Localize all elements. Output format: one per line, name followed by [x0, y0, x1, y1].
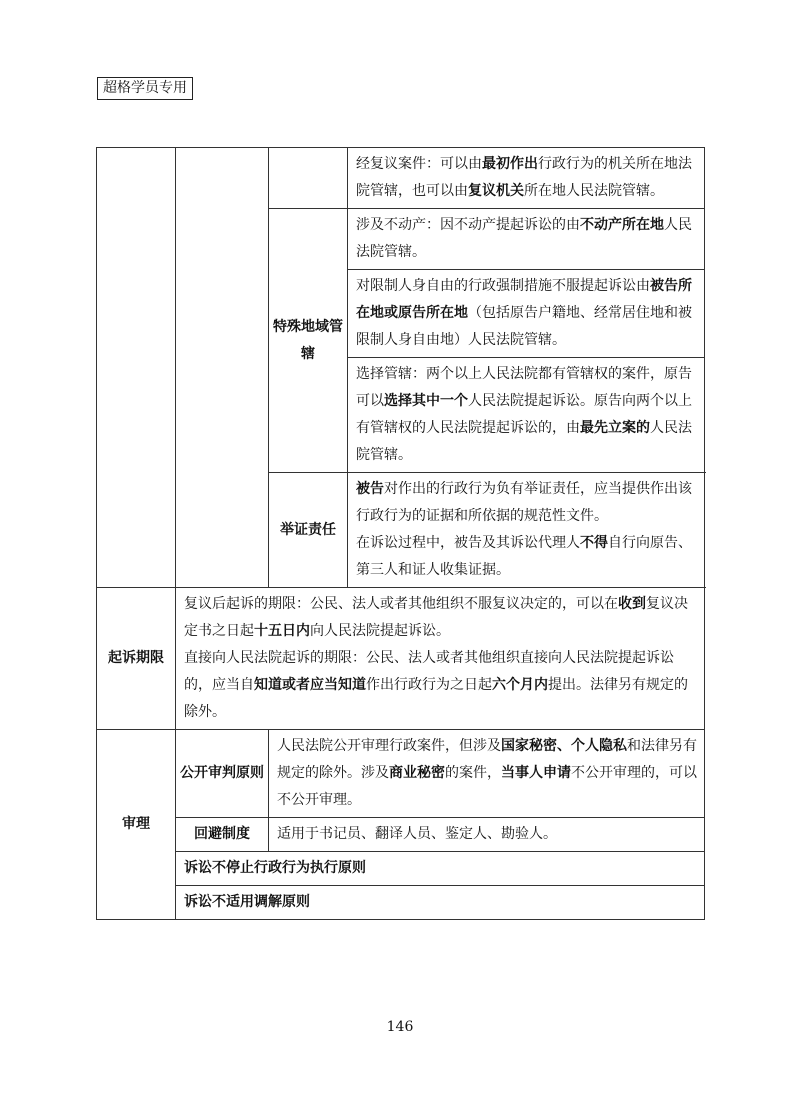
bold-text-segment: 十五日内 [254, 623, 310, 639]
text-segment: 复议决定书之日起 [184, 596, 688, 639]
special-venue-label: 特殊地域管辖 [269, 209, 348, 473]
text-segment: 人民法院管辖。 [356, 217, 692, 260]
burden-para-2 [356, 530, 698, 584]
bold-text-segment: 不动产所在地 [580, 217, 664, 233]
bold-text-segment: 六个月内 [492, 677, 548, 693]
burden-para-1 [356, 476, 698, 530]
administrative-litigation-table [96, 147, 705, 920]
principle-no-suspension: 诉讼不停止行政行为执行原则 [176, 852, 705, 886]
table-row [97, 148, 705, 209]
text-segment: 行政行为的机关所在地法院管辖，也可以由 [356, 156, 692, 199]
burden-of-proof-label: 举证责任 [269, 473, 348, 588]
topic-cell-empty [97, 148, 176, 588]
text-segment: 所在地人民法院管辖。 [524, 183, 664, 199]
text-segment: 的案件， [445, 765, 501, 781]
personal-freedom-text [348, 270, 705, 358]
limitation-text [176, 588, 705, 730]
text-segment: 人民法院管辖。 [356, 420, 692, 463]
table-row [97, 818, 705, 852]
bold-text-segment: 不得 [580, 535, 608, 551]
bold-text-segment: 收到 [618, 596, 646, 612]
student-only-tag: 超格学员专用 [97, 77, 193, 100]
table-row [97, 588, 705, 730]
bold-text-segment: 最初作出 [482, 156, 538, 172]
text-segment: 作出行政行为之日起 [366, 677, 492, 693]
burden-of-proof-text [348, 473, 705, 588]
limitation-para-2 [184, 645, 698, 726]
principle-no-mediation: 诉讼不适用调解原则 [176, 886, 705, 920]
bold-text-segment: 选择其中一个 [384, 393, 468, 409]
review-case-text [348, 148, 705, 209]
real-estate-text [348, 209, 705, 270]
bold-text-segment: 商业秘密 [389, 765, 445, 781]
recusal-text: 适用于书记员、翻译人员、鉴定人、勘验人。 [269, 818, 705, 852]
table-row [97, 852, 705, 886]
text-segment: 自行向原告、第三人和证人收集证据。 [356, 535, 692, 578]
public-trial-label: 公开审判原则 [176, 730, 269, 818]
public-trial-text [269, 730, 705, 818]
text-segment: 向人民法院提起诉讼。 [310, 623, 450, 639]
trial-label: 审理 [97, 730, 176, 920]
table-row [97, 886, 705, 920]
text-segment: 对作出的行政行为负有举证责任，应当提供作出该行政行为的证据和所依据的规范性文件。 [356, 481, 692, 524]
text-segment: 不公开审理的，可以不公开审理。 [277, 765, 697, 808]
limitation-para-1 [184, 591, 698, 645]
text-segment: 涉及不动产：因不动产提起诉讼的由 [356, 217, 580, 233]
text-segment: 复议后起诉的期限：公民、法人或者其他组织不服复议决定的，可以在 [184, 596, 618, 612]
bold-text-segment: 被告 [356, 481, 384, 497]
text-segment: 选择管辖：两个以上人民法院都有管辖权的案件，原告可以 [356, 366, 692, 409]
law-table-wrapper [96, 147, 704, 920]
page-number: 146 [386, 1019, 414, 1035]
selective-venue-text [348, 358, 705, 473]
text-segment: 在诉讼过程中，被告及其诉讼代理人 [356, 535, 580, 551]
recusal-label: 回避制度 [176, 818, 269, 852]
bold-text-segment: 最先立案的 [580, 420, 650, 436]
category-cell-empty [176, 148, 269, 588]
bold-text-segment: 被告所在地或原告所在地 [356, 278, 692, 321]
subcategory-cell-empty [269, 148, 348, 209]
bold-text-segment: 当事人申请 [501, 765, 571, 781]
table-row [97, 730, 705, 818]
bold-text-segment: 复议机关 [468, 183, 524, 199]
text-segment: 经复议案件：可以由 [356, 156, 482, 172]
bold-text-segment: 知道或者应当知道 [254, 677, 366, 693]
text-segment: 人民法院公开审理行政案件，但涉及 [277, 738, 501, 754]
text-segment: 直接向人民法院起诉的期限：公民、法人或者其他组织直接向人民法院提起诉讼的，应当自 [184, 650, 674, 693]
bold-text-segment: 国家秘密、个人隐私 [501, 738, 627, 754]
text-segment: 人民法院提起诉讼。原告向两个以上有管辖权的人民法院提起诉讼的，由 [356, 393, 692, 436]
limitation-label: 起诉期限 [97, 588, 176, 730]
text-segment: 对限制人身自由的行政强制措施不服提起诉讼由 [356, 278, 650, 294]
text-segment: （包括原告户籍地、经常居住地和被限制人身自由地）人民法院管辖。 [356, 305, 692, 348]
text-segment: 提出。法律另有规定的除外。 [184, 677, 688, 720]
text-segment: 和法律另有规定的除外。涉及 [277, 738, 697, 781]
